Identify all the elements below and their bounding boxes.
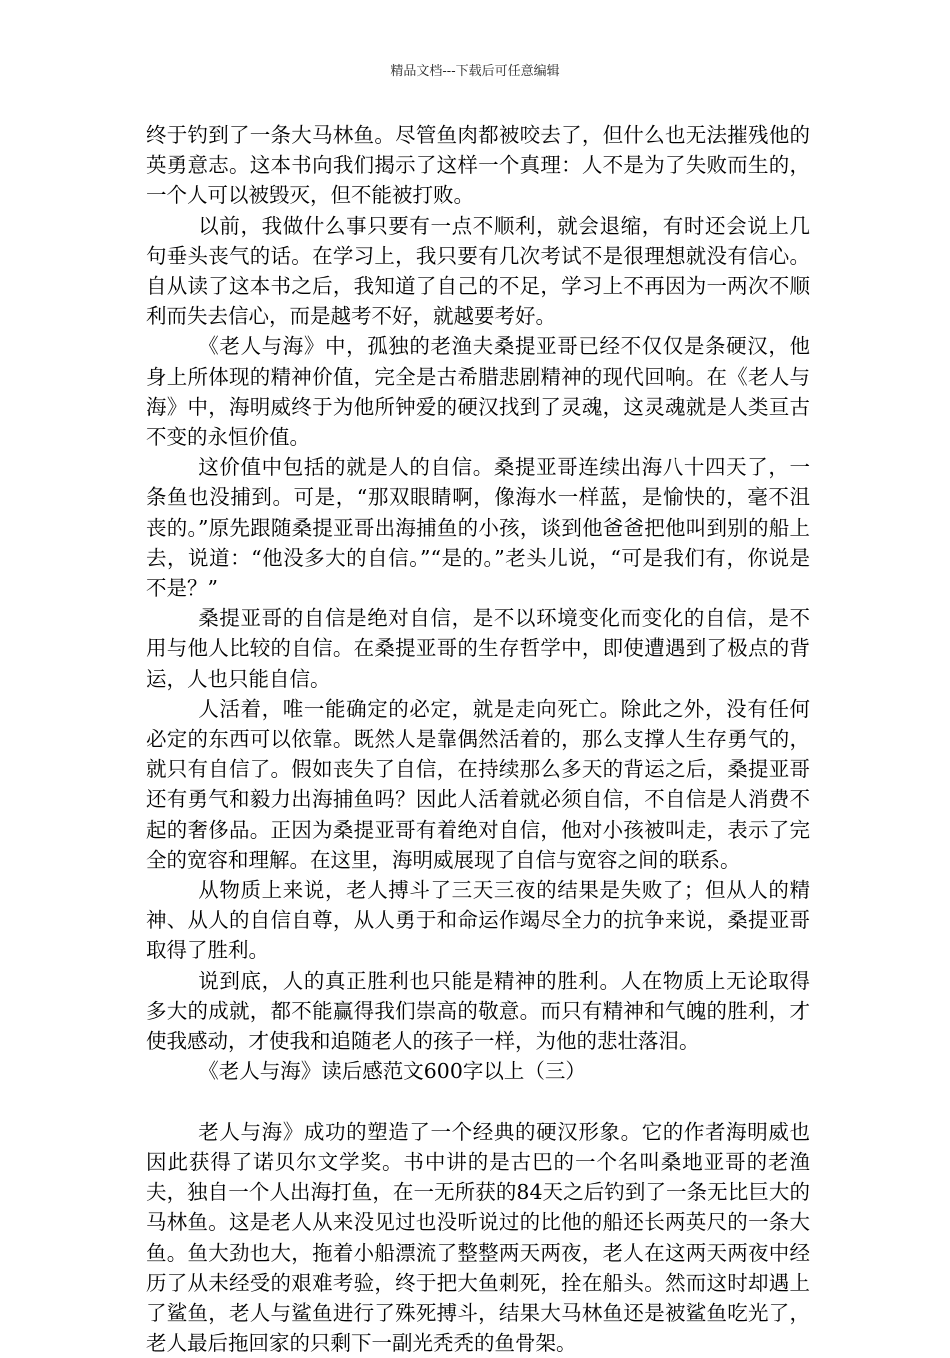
paragraph-continued: 终于钓到了一条大马林鱼。尽管鱼肉都被咬去了，但什么也无法摧残他的英勇意志。这本书向我们揭示了这样一个真理：人不是为了失败而生的，一个人可以被毁灭，但不能被打败。 <box>146 123 810 208</box>
paragraph: 老人与海》成功的塑造了一个经典的硬汉形象。它的作者海明威也因此获得了诺贝尔文学奖。书中讲的是古巴的一个名叫桑地亚哥的老渔夫，独自一个人出海打鱼，在一无所获的84天之后钓到了一条无比巨大的马林鱼。这是老人从来没见过也没听说过的比他的船还长两英尺的一条大鱼。鱼大劲也大，拖着小船漂流了整整两天两夜，老人在这两天两夜中经历了从未经受的艰难考验，终于把大鱼刺死，拴在船头。然而这时却遇上了鲨鱼，老人与鲨鱼进行了殊死搏斗，结果大马林鱼还是被鲨鱼吃光了，老人最后拖回家的只剩下一副光秃秃的鱼骨架。 <box>146 1119 810 1356</box>
paragraph: 说到底，人的真正胜利也只能是精神的胜利。人在物质上无论取得多大的成就，都不能赢得我们崇高的敬意。而只有精神和气魄的胜利，才使我感动，才使我和追随老人的孩子一样，为他的悲壮落泪。 <box>146 968 810 1054</box>
paragraph: 这价值中包括的就是人的自信。桑提亚哥连续出海八十四天了，一条鱼也没捕到。可是，“那双眼睛啊，像海水一样蓝，是愉快的，毫不沮丧的。”原先跟随桑提亚哥出海捕鱼的小孩，谈到他爸爸把他叫到别的船上去，说道：“他没多大的自信。”“是的。”老头儿说，“可是我们有，你说是不是？” <box>146 455 810 601</box>
paragraph: 以前，我做什么事只要有一点不顺利，就会退缩，有时还会说上几句垂头丧气的话。在学习上，我只要有几次考试不是很理想就没有信心。自从读了这本书之后，我知道了自己的不足，学习上不再因为一两次不顺利而失去信心，而是越考不好，就越要考好。 <box>146 213 810 329</box>
section-heading: 《老人与海》读后感范文600字以上（三） <box>198 1059 586 1084</box>
document-body <box>146 120 810 1358</box>
page-header: 精品文档---下载后可任意编辑 <box>390 64 560 79</box>
blank-line <box>146 1087 810 1117</box>
paragraph: 桑提亚哥的自信是绝对自信，是不以环境变化而变化的自信，是不用与他人比较的自信。在桑提亚哥的生存哲学中，即使遭遇到了极点的背运，人也只能自信。 <box>146 606 810 691</box>
paragraph: 人活着，唯一能确定的必定，就是走向死亡。除此之外，没有任何必定的东西可以依靠。既然人是靠偶然活着的，那么支撑人生存勇气的，就只有自信了。假如丧失了自信，在持续那么多天的背运之后，桑提亚哥还有勇气和毅力出海捕鱼吗？因此人活着就必须自信，不自信是人消费不起的奢侈品。正因为桑提亚哥有着绝对自信，他对小孩被叫走，表示了完全的宽容和理解。在这里，海明威展现了自信与宽容之间的联系。 <box>146 696 810 872</box>
paragraph: 从物质上来说，老人搏斗了三天三夜的结果是失败了；但从人的精神、从人的自信自尊，从人勇于和命运作竭尽全力的抗争来说，桑提亚哥取得了胜利。 <box>146 878 810 963</box>
paragraph: 《老人与海》中，孤独的老渔夫桑提亚哥已经不仅仅是条硬汉，他身上所体现的精神价值，完全是古希腊悲剧精神的现代回响。在《老人与海》中，海明威终于为他所钟爱的硬汉找到了灵魂，这灵魂就是人类亘古不变的永恒价值。 <box>146 334 810 450</box>
